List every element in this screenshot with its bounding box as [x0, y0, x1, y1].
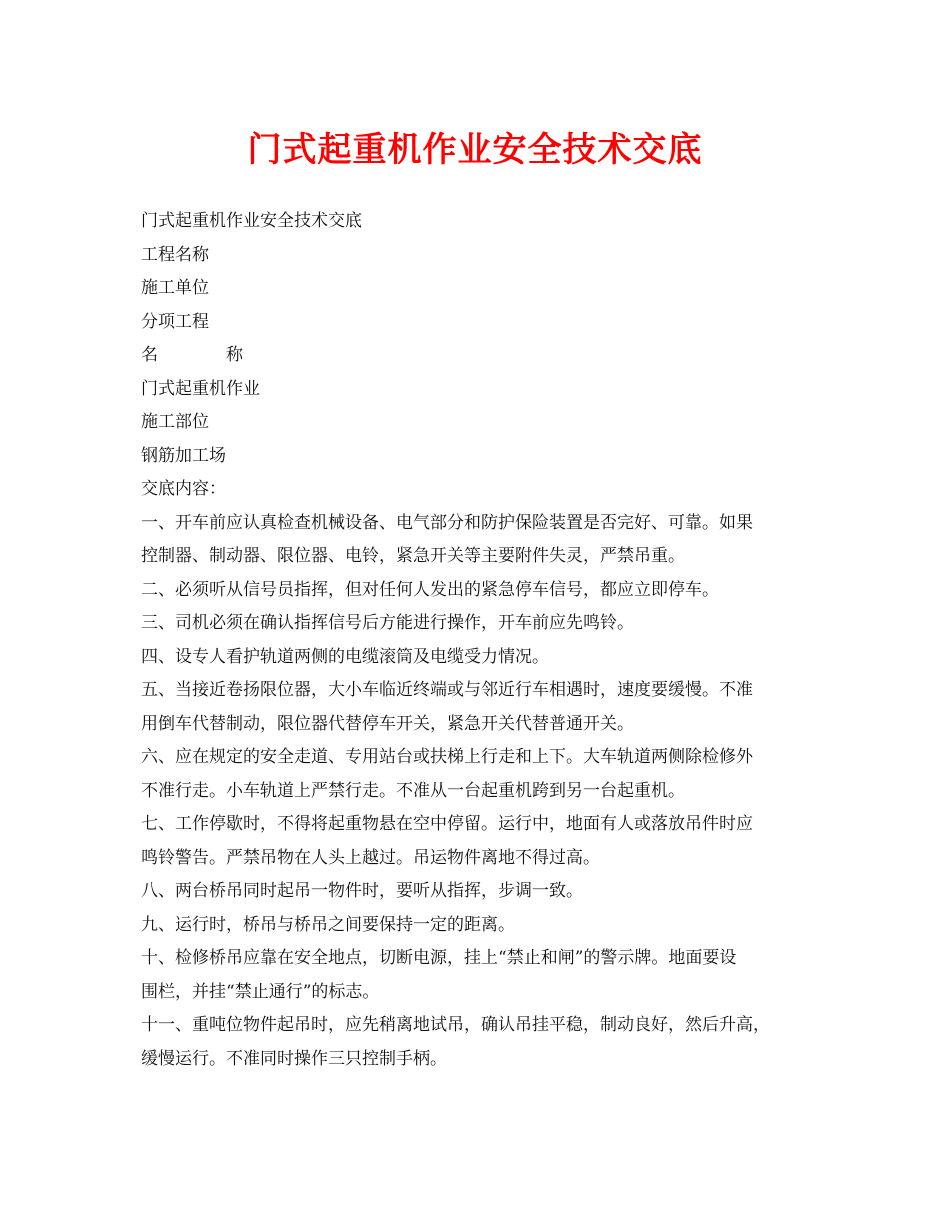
- content-line: 七、工作停歇时，不得将起重物悬在空中停留。运行中，地面有人或落放吊件时应: [141, 814, 753, 834]
- content-line: 围栏，并挂“禁止通行”的标志。: [141, 981, 380, 1002]
- content-line: 用倒车代替制动，限位器代替停车开关，紧急开关代替普通开关。: [141, 713, 634, 734]
- subproject-value: 门式起重机作业: [141, 378, 260, 399]
- content-line: 一、开车前应认真检查机械设备、电气部分和防护保险装置是否完好、可靠。如果: [141, 512, 753, 533]
- content-line: 二、必须听从信号员指挥，但对任何人发出的紧急停车信号，都应立即停车。: [141, 579, 719, 600]
- subproject-label: 分项工程: [141, 311, 209, 332]
- content-line: 九、运行时，桥吊与桥吊之间要保持一定的距离。: [141, 914, 515, 935]
- content-line: 十一、重吨位物件起吊时，应先稍离地试吊，确认吊挂平稳，制动良好，然后升高，: [141, 1015, 770, 1035]
- construction-unit-label: 施工单位: [141, 278, 209, 298]
- name-label-part2: 称: [226, 345, 243, 365]
- content-line: 控制器、制动器、限位器、电铃，紧急开关等主要附件失灵，严禁吊重。: [141, 546, 685, 566]
- content-line: 不准行走。小车轨道上严禁行走。不准从一台起重机跨到另一台起重机。: [141, 780, 685, 801]
- content-line: 五、当接近卷扬限位器，大小车临近终端或与邻近行车相遇时，速度要缓慢。不准: [141, 680, 753, 700]
- document-body: [141, 205, 831, 1076]
- content-line: 鸣铃警告。严禁吊物在人头上越过。吊运物件离地不得过高。: [141, 847, 600, 868]
- content-line: 六、应在规定的安全走道、专用站台或扶梯上行走和上下。大车轨道两侧除检修外: [141, 747, 753, 767]
- name-label: [141, 339, 243, 373]
- location-value: 钢筋加工场: [141, 445, 226, 466]
- content-line: 缓慢运行。不准同时操作三只控制手柄。: [141, 1048, 447, 1069]
- project-name-label: 工程名称: [141, 244, 209, 265]
- content-line: 三、司机必须在确认指挥信号后方能进行操作，开车前应先鸣铃。: [141, 613, 634, 633]
- document-title: 门式起重机作业安全技术交底: [247, 130, 703, 170]
- name-label-part1: 名: [141, 345, 158, 365]
- content-line: 十、检修桥吊应靠在安全地点，切断电源，挂上“禁止和闸”的警示牌。地面要设: [141, 948, 737, 968]
- content-label: 交底内容：: [141, 479, 226, 499]
- content-line: 四、设专人看护轨道两侧的电缆滚筒及电缆受力情况。: [141, 646, 549, 667]
- document-heading: 门式起重机作业安全技术交底: [141, 211, 362, 231]
- content-line: 八、两台桥吊同时起吊一物件时，要听从指挥，步调一致。: [141, 881, 583, 901]
- location-label: 施工部位: [141, 412, 209, 432]
